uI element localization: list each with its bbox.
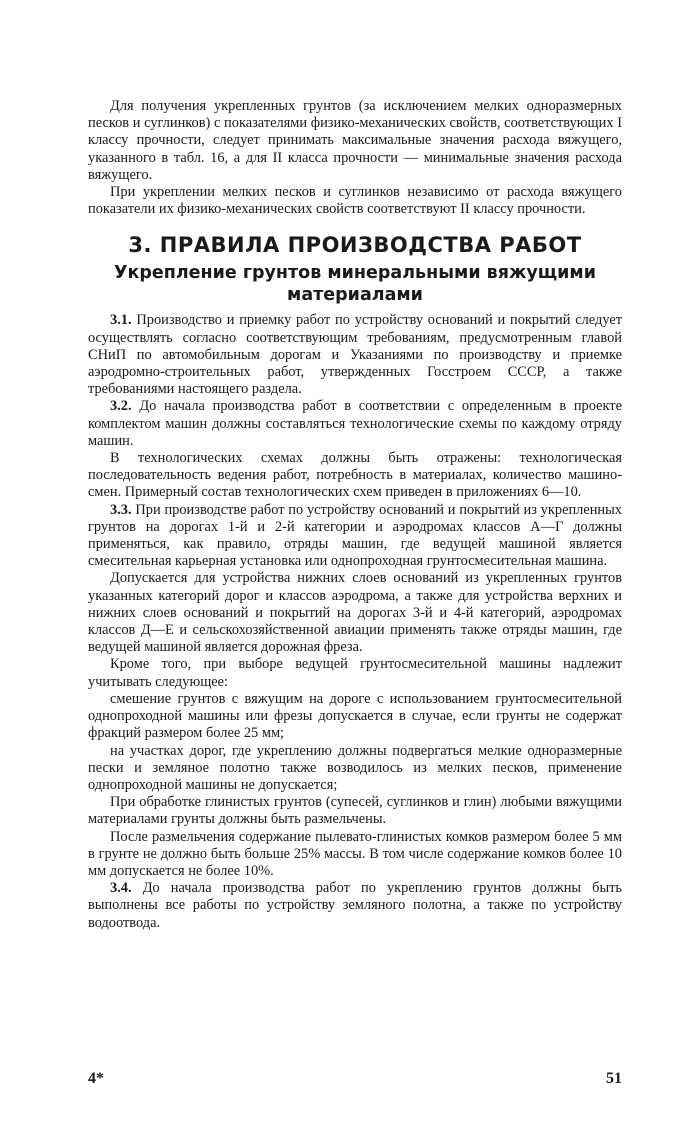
clause-3-4-number: 3.4. bbox=[110, 880, 132, 897]
clause-3-1 bbox=[88, 312, 622, 398]
page-footer bbox=[88, 1070, 622, 1088]
section-title: 3. ПРАВИЛА ПРОИЗВОДСТВА РАБОТ bbox=[128, 233, 582, 258]
page-number: 51 bbox=[606, 1070, 622, 1087]
clause-3-3-paragraph-c: Кроме того, при выборе ведущей грунтосмесительной машины надлежит учитывать следующее: bbox=[88, 656, 622, 690]
clause-3-3-paragraph-b: Допускается для устройства нижних слоев оснований из укрепленных грунтов указанных категорий дорог и классов аэродрома, а также для устройства верхних и нижних слоев оснований и покрытий на дорогах 3-й и 4-й категорий, аэродромах классов Д—Е и сельскохозяйственной авиации применять также отряды машин, где ведущей машиной является дорожная фреза. bbox=[88, 570, 622, 656]
clause-3-3-number: 3.3. bbox=[110, 501, 132, 518]
clause-3-3-paragraph-f: При обработке глинистых грунтов (супесей, суглинков и глин) любыми вяжущими материалами грунты должны быть размельчены. bbox=[88, 794, 622, 828]
clause-3-3-paragraph-d: смешение грунтов с вяжущим на дороге с использованием грунтосмесительной однопроходной машины или фрезы допускается в случае, если грунты не содержат фракций размером более 25 мм; bbox=[88, 690, 622, 742]
clause-3-2-number: 3.2. bbox=[110, 398, 132, 415]
clause-3-1-text: Производство и приемку работ по устройству оснований и покрытий следует осуществлять согласно соответствующим требованиям, предусмотренным главой СНиП по автомобильным дорогам и Указаниями по производству и приемке аэродромно-строительных работ, утвержденных Госстроем СССР, а также требованиями настоящего раздела. bbox=[88, 312, 622, 398]
clause-3-4-text: До начала производства работ по укреплению грунтов должны быть выполнены все работы по устройству земляного полотна, а также по устройству водоотвода. bbox=[88, 880, 622, 931]
clause-3-4 bbox=[88, 880, 622, 932]
clause-3-3 bbox=[88, 502, 622, 571]
intro-paragraph-2: При укреплении мелких песков и суглинков независимо от расхода вяжущего показатели их физико-механических свойств соответствуют II классу прочности. bbox=[88, 184, 622, 218]
clause-3-3-text: При производстве работ по устройству оснований и покрытий из укрепленных грунтов на дорогах 1-й и 2-й категории и аэродромах классов А—Г должны применяться, как правило, отряды машин, где ведущей машиной является смесительная карьерная установка или однопроходная грунтосмесительная машина. bbox=[88, 501, 622, 570]
clause-3-3-paragraph-g: После размельчения содержание пылевато-глинистых комков размером более 5 мм в грунте не должно быть больше 25% массы. В том числе содержание комков более 10 мм допускается не более 10%. bbox=[88, 828, 622, 879]
clause-3-3-paragraph-e: на участках дорог, где укреплению должны подвергаться мелкие одноразмерные пески и земляное полотно также возводилось из мелких песков, применение однопроходной машины не допускается; bbox=[88, 742, 622, 793]
signature-mark: 4* bbox=[88, 1070, 104, 1087]
clause-3-1-number: 3.1. bbox=[110, 312, 132, 329]
section-subtitle: Укрепление грунтов минеральными вяжущими материалами bbox=[114, 263, 596, 306]
clause-3-2-text: До начала производства работ в соответствии с определенным в проекте комплектом машин должны составляться технологические схемы по каждому отряду машин. bbox=[88, 398, 622, 449]
clause-3-2-paragraph-b: В технологических схемах должны быть отражены: технологическая последовательность ведения работ, потребность в материалах, количество машино-смен. Примерный состав технологических схем приведен в приложениях 6—10. bbox=[88, 450, 622, 501]
intro-paragraph-1: Для получения укрепленных грунтов (за исключением мелких одноразмерных песков и суглинков) с показателями физико-механических свойств, соответствующих I классу прочности, следует принимать максимальные значения расхода вяжущего, указанного в табл. 16, а для II класса прочности — минимальные значения расхода вяжущего. bbox=[88, 98, 622, 183]
clause-3-2 bbox=[88, 398, 622, 450]
